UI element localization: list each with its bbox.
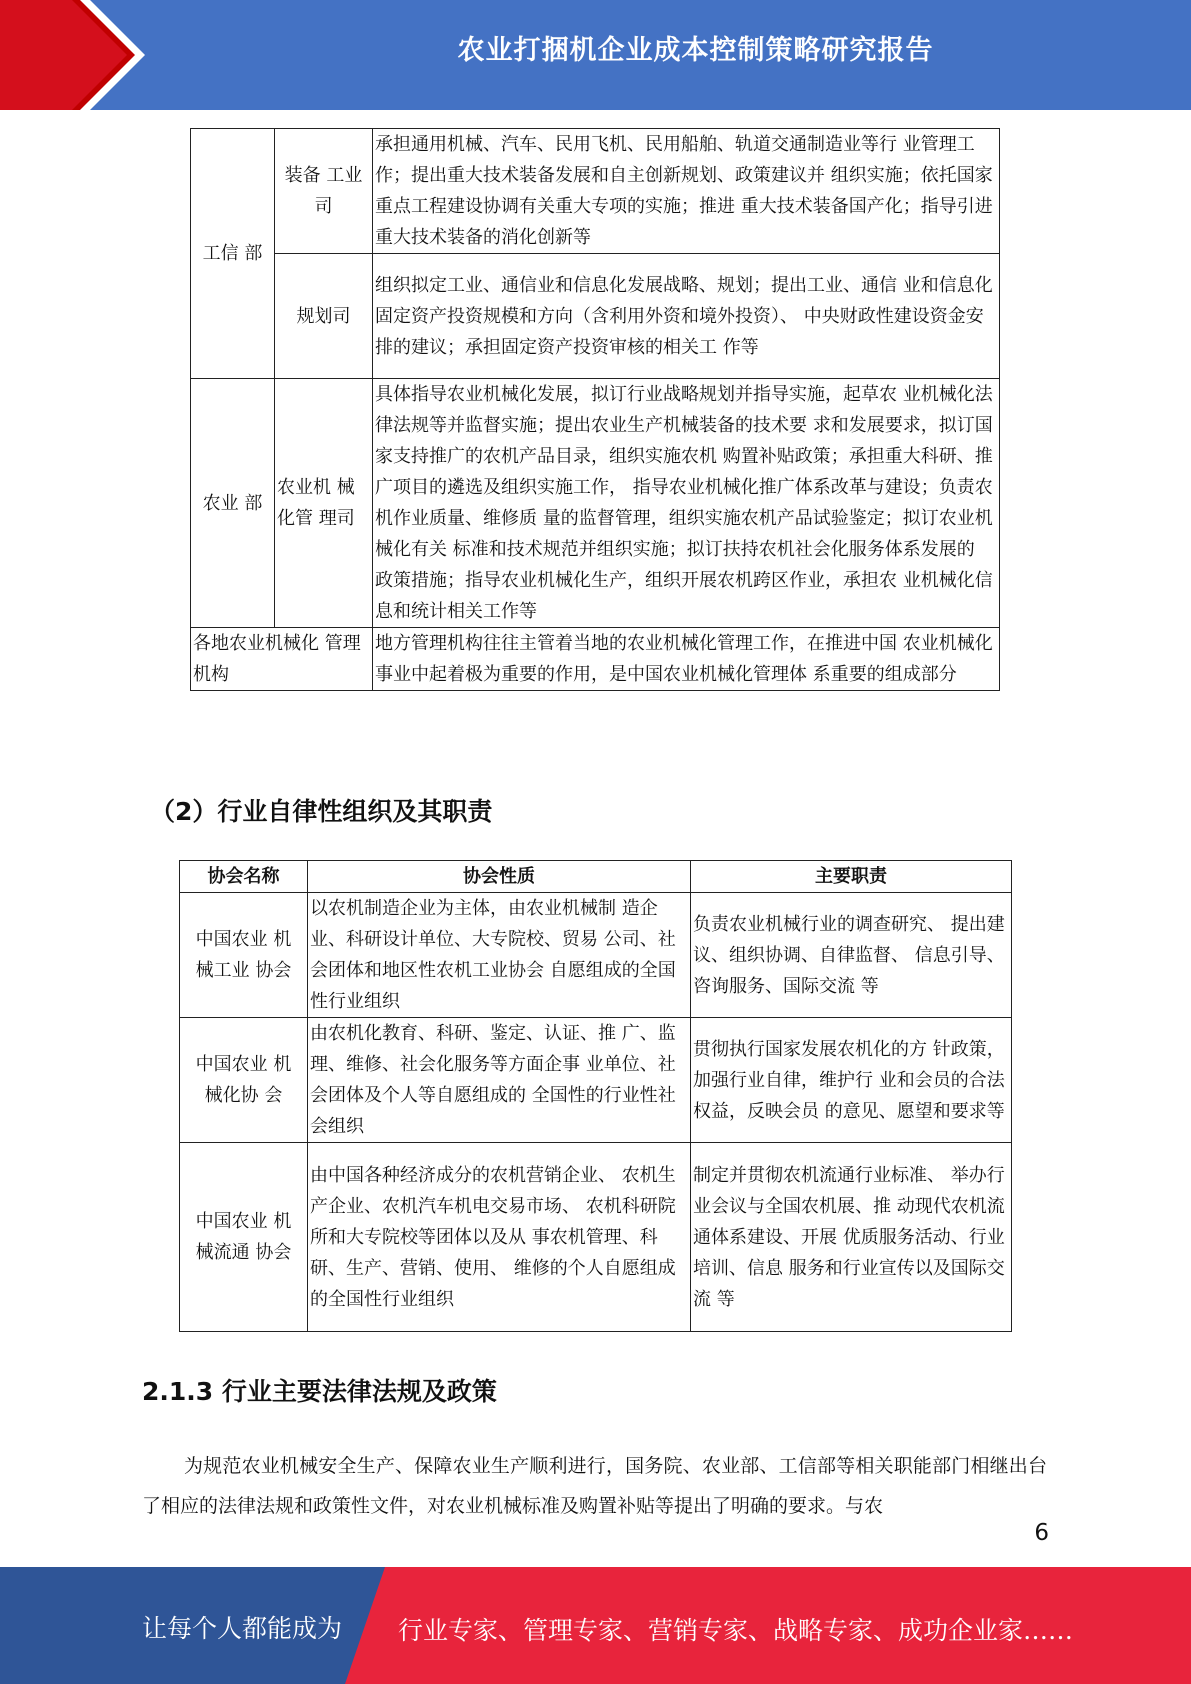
page-number: 6 [1034, 1520, 1049, 1546]
column-header: 协会名称 [180, 861, 308, 893]
table-row [191, 129, 1000, 254]
association-nature-cell: 由农机化教育、科研、鉴定、认证、推 广、监理、维修、社会化服务等方面企事 业单位、社会团体及个人等自愿组成的 全国性的行业性社会组织 [308, 1018, 691, 1143]
table-row [191, 379, 1000, 628]
association-name-cell: 中国农业 机械化协 会 [180, 1018, 308, 1143]
association-name-cell: 中国农业 机械工业 协会 [180, 893, 308, 1018]
column-header: 协会性质 [308, 861, 691, 893]
dept-cell: 装备 工业司 [275, 129, 373, 254]
table-row [191, 254, 1000, 379]
duty-cell: 承担通用机械、汽车、民用飞机、民用船舶、轨道交通制造业等行 业管理工作；提出重大技术装备发展和自主创新规划、政策建议并 组织实施；依托国家重点工程建设协调有关重大专项的实施；推进 重大技术装备国产化；指导引进重大技术装备的消化创新等 [373, 129, 1000, 254]
footer-slogan-right: 行业专家、管理专家、营销专家、战略专家、成功企业家…… [398, 1616, 1074, 1645]
header-arrow-graphic [0, 0, 150, 110]
org-cell: 农业 部 [191, 379, 275, 628]
table-row [180, 1143, 1012, 1332]
association-duty-cell: 负责农业机械行业的调查研究、 提出建议、组织协调、自律监督、 信息引导、咨询服务、国际交流 等 [691, 893, 1012, 1018]
industry-associations-table [179, 860, 1012, 1332]
association-name-cell: 中国农业 机械流通 协会 [180, 1143, 308, 1332]
government-departments-table [190, 128, 1000, 691]
table-row [180, 893, 1012, 1018]
duty-cell: 具体指导农业机械化发展，拟订行业战略规划并指导实施，起草农 业机械化法律法规等并监督实施；提出农业生产机械装备的技术要 求和发展要求，拟订国家支持推广的农机产品目录，组织实施农机 购置补贴政策；承担重大科研、推广项目的遴选及组织实施工作， 指导农业机械化推广体系改革与建设；负责农机作业质量、维修质 量的监督管理，组织实施农机产品试验鉴定；拟订农业机械化有关 标准和技术规范并组织实施；拟订扶持农机社会化服务体系发展的 政策措施；指导农业机械化生产，组织开展农机跨区作业，承担农 业机械化信息和统计相关工作等 [373, 379, 1000, 628]
association-duty-cell: 制定并贯彻农机流通行业标准、 举办行业会议与全国农机展、推 动现代农机流通体系建设、开展 优质服务活动、行业培训、信息 服务和行业宣传以及国际交流 等 [691, 1143, 1012, 1332]
report-title: 农业打捆机企业成本控制策略研究报告 [457, 35, 934, 66]
dept-cell: 农业机 械化管 理司 [275, 379, 373, 628]
association-duty-cell: 贯彻执行国家发展农机化的方 针政策，加强行业自律，维护行 业和会员的合法权益，反映会员 的意见、愿望和要求等 [691, 1018, 1012, 1143]
section-heading: （2）行业自律性组织及其职责 [150, 797, 493, 826]
duty-cell: 组织拟定工业、通信业和信息化发展战略、规划；提出工业、通信 业和信息化固定资产投资规模和方向（含利用外资和境外投资）、 中央财政性建设资金安排的建议；承担固定资产投资审核的相关工 作等 [373, 254, 1000, 379]
section-heading: 2.1.3 行业主要法律法规及政策 [142, 1377, 497, 1406]
duty-cell: 地方管理机构往往主管着当地的农业机械化管理工作，在推进中国 农业机械化事业中起着极为重要的作用，是中国农业机械化管理体 系重要的组成部分 [373, 628, 1000, 691]
footer-slogan-left: 让每个人都能成为 [142, 1614, 343, 1643]
dept-cell: 规划司 [275, 254, 373, 379]
association-nature-cell: 由中国各种经济成分的农机营销企业、 农机生产企业、农机汽车机电交易市场、 农机科研院所和大专院校等团体以及从 事农机管理、科研、生产、营销、使用、 维修的个人自愿组成的全国性行业组织 [308, 1143, 691, 1332]
page-footer [0, 1567, 1191, 1684]
table-row [180, 1018, 1012, 1143]
column-header: 主要职责 [691, 861, 1012, 893]
org-cell: 各地农业机械化 管理机构 [191, 628, 373, 691]
page-header [0, 0, 1191, 110]
table-row [191, 628, 1000, 691]
body-paragraph: 为规范农业机械安全生产、保障农业生产顺利进行，国务院、农业部、工信部等相关职能部门相继出台了相应的法律法规和政策性文件，对农业机械标准及购置补贴等提出了明确的要求。与农 [142, 1455, 1047, 1517]
association-nature-cell: 以农机制造企业为主体，由农业机械制 造企业、科研设计单位、大专院校、贸易 公司、社会团体和地区性农机工业协会 自愿组成的全国性行业组织 [308, 893, 691, 1018]
table-header-row [180, 861, 1012, 893]
org-cell: 工信 部 [191, 129, 275, 379]
